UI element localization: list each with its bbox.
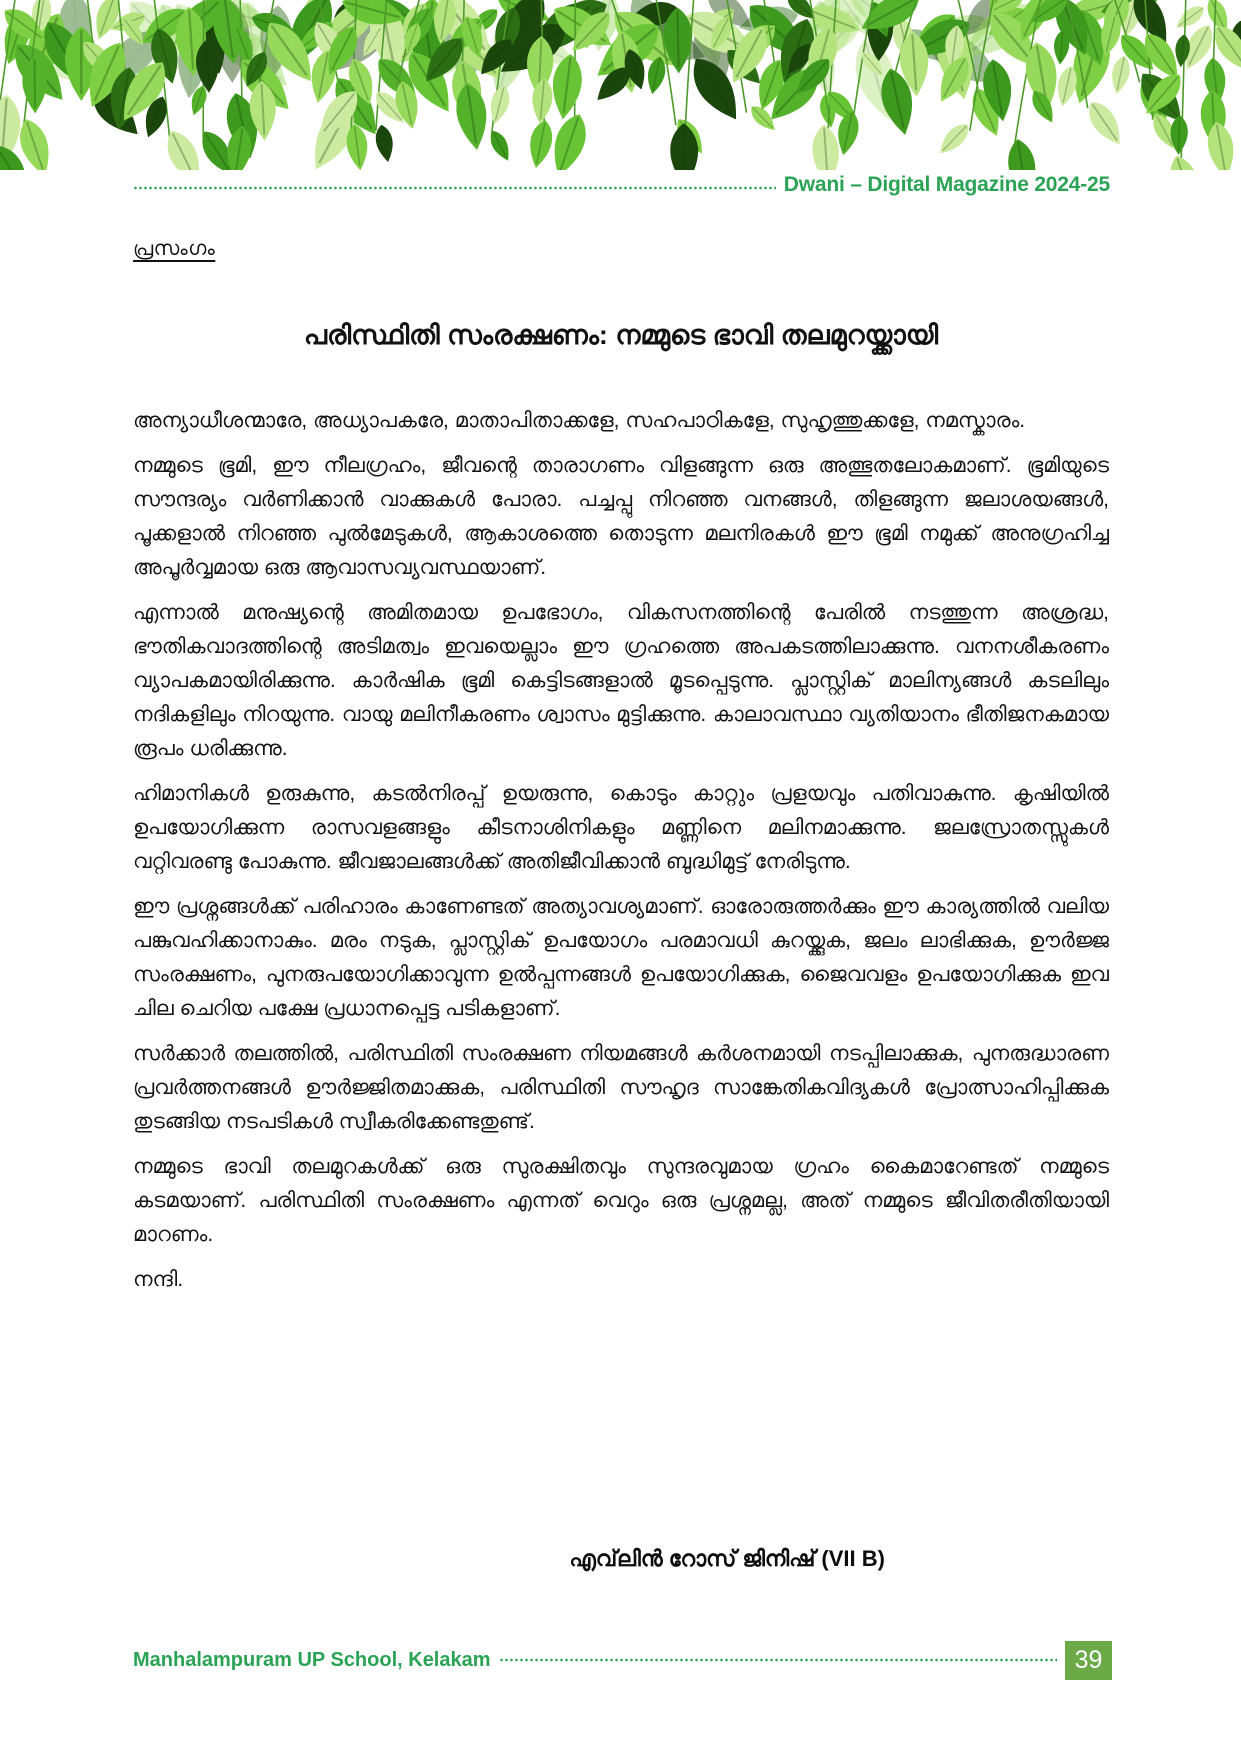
- paragraph-dangers: എന്നാൽ മനുഷ്യന്റെ അമിതമായ ഉപഭോഗം, വികസനത്തിന്റെ പേരിൽ നടത്തുന്ന അശ്രദ്ധ, ഭൗതികവാദത്തിന്റെ അടിമത്വം ഇവയെല്ലാം ഈ ഗ്രഹത്തെ അപകടത്തിലാക്കുന്നു. വനനശീകരണം വ്യാപകമായിരിക്കുന്നു. കാർഷിക ഭൂമി കെട്ടിടങ്ങളാൽ മൂടപ്പെടുന്നു. പ്ലാസ്റ്റിക് മാലിന്യങ്ങൾ കടലിലും നദികളിലും നിറയുന്നു. വായു മലിനീകരണം ശ്വാസം മുട്ടിക്കുന്നു. കാലാവസ്ഥാ വ്യതിയാനം ഭീതിജനകമായ രൂപം ധരിക്കുന്നു.: [133, 601, 1109, 760]
- paragraph-earth: നമ്മുടെ ഭൂമി, ഈ നീലഗ്രഹം, ജീവന്റെ താരാഗണം വിളങ്ങുന്ന ഒരു അത്ഭുതലോകമാണ്. ഭൂമിയുടെ സൗന്ദര്യം വർണിക്കാൻ വാക്കുകൾ പോരാ. പച്ചപ്പു നിറഞ്ഞ വനങ്ങൾ, തിളങ്ങുന്ന ജലാശയങ്ങൾ, പൂക്കളാൽ നിറഞ്ഞ പുൽമേടുകൾ, ആകാശത്തെ തൊടുന്ന മലനിരകൾ ഈ ഭൂമി നമുക്ക് അനുഗ്രഹിച്ച അപൂർവ്വമായ ഒരു ആവാസവ്യവസ്ഥയാണ്.: [133, 454, 1109, 579]
- author-signature: എവ്‌ലിൻ റോസ് ജിനിഷ് (VII B): [569, 1546, 885, 1571]
- school-name: Manhalampuram UP School, Kelakam: [133, 1648, 491, 1671]
- leaf-banner-image: [0, 0, 1241, 170]
- paragraph-solutions: ഈ പ്രശ്നങ്ങൾക്ക് പരിഹാരം കാണേണ്ടത് അത്യാവശ്യമാണ്. ഓരോരുത്തർക്കും ഈ കാര്യത്തിൽ വലിയ പങ്കുവഹിക്കാനാകും. മരം നടുക, പ്ലാസ്റ്റിക് ഉപയോഗം പരമാവധി കുറയ്ക്കുക, ജലം ലാഭിക്കുക, ഊർജ്ജ സംരക്ഷണം, പുനരുപയോഗിക്കാവുന്ന ഉൽപ്പന്നങ്ങൾ ഉപയോഗിക്കുക, ജൈവവളം ഉപയോഗിക്കുക ഇവ ചില ചെറിയ പക്ഷേ പ്രധാനപ്പെട്ട പടികളാണ്.: [133, 895, 1109, 1020]
- footer-dotted-leader: [499, 1656, 1057, 1664]
- header-dotted-leader: [133, 181, 776, 191]
- paragraph-greeting: അന്യാധീശന്മാരേ, അധ്യാപകരേ, മാതാപിതാക്കളേ, സഹപാഠികളേ, സുഹൃത്തുക്കളേ, നമസ്കാരം.: [133, 409, 1026, 432]
- page-number-badge: 39: [1065, 1641, 1112, 1680]
- article-title: പരിസ്ഥിതി സംരക്ഷണം: നമ്മുടെ ഭാവി തലമുറയ്ക്കായി: [303, 320, 939, 350]
- magazine-title: Dwani – Digital Magazine 2024-25: [783, 172, 1110, 196]
- paragraph-government: സർക്കാർ തലത്തിൽ, പരിസ്ഥിതി സംരക്ഷണ നിയമങ്ങൾ കർശനമായി നടപ്പിലാക്കുക, പുനരുദ്ധാരണ പ്രവർത്തനങ്ങൾ ഊർജ്ജിതമാക്കുക, പരിസ്ഥിതി സൗഹൃദ സാങ്കേതികവിദ്യകൾ പ്രോത്സാഹിപ്പിക്കുക തുടങ്ങിയ നടപടികൾ സ്വീകരിക്കേണ്ടതുണ്ട്.: [133, 1042, 1109, 1133]
- article-body: [133, 404, 1109, 1308]
- paragraph-thanks: നന്ദി.: [133, 1268, 184, 1291]
- page-footer: [133, 1640, 1112, 1680]
- paragraph-duty: നമ്മുടെ ഭാവി തലമുറകൾക്ക് ഒരു സുരക്ഷിതവും സുന്ദരവുമായ ഗ്രഹം കൈമാറേണ്ടത് നമ്മുടെ കടമയാണ്. പരിസ്ഥിതി സംരക്ഷണം എന്നത് വെറും ഒരു പ്രശ്നമല്ല, അത് നമ്മുടെ ജീവിതരീതിയായി മാറണം.: [133, 1155, 1109, 1246]
- page-header: [133, 166, 1110, 196]
- paragraph-climate: ഹിമാനികൾ ഉരുകുന്നു, കടൽനിരപ്പ് ഉയരുന്നു, കൊടും കാറ്റും പ്രളയവും പതിവാകുന്നു. കൃഷിയിൽ ഉപയോഗിക്കുന്ന രാസവളങ്ങളും കീടനാശിനികളും മണ്ണിനെ മലിനമാക്കുന്നു. ജലസ്രോതസ്സുകൾ വറ്റിവരണ്ടു പോകുന്നു. ജീവജാലങ്ങൾക്ക് അതിജീവിക്കാൻ ബുദ്ധിമുട്ട് നേരിടുന്നു.: [133, 782, 1109, 873]
- section-label: പ്രസംഗം: [133, 238, 216, 260]
